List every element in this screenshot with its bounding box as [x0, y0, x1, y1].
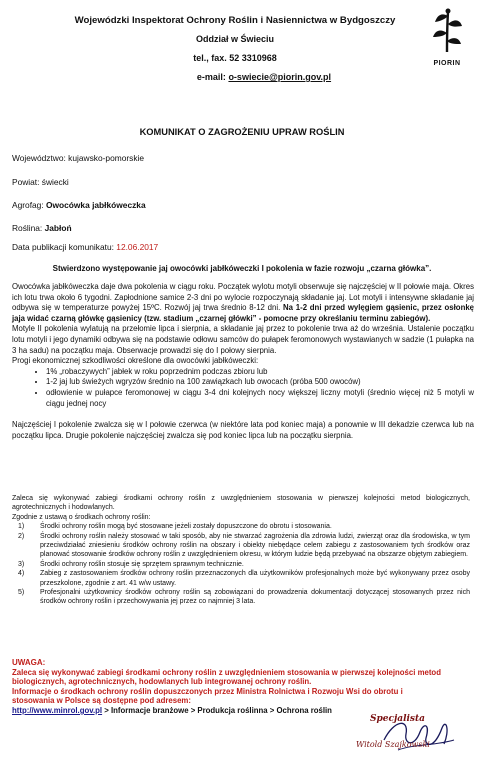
agrofag-label: Agrofag: — [12, 200, 46, 210]
treatment-rule — [12, 569, 470, 588]
paragraph-3: Progi ekonomicznej szkodliwości określone dla owocówki jabłkóweczki: — [12, 356, 259, 366]
field-powiat — [12, 177, 69, 187]
threshold-list — [12, 367, 474, 409]
email-line — [40, 71, 430, 84]
wojewodztwo-label: Województwo: — [12, 153, 69, 163]
powiat-label: Powiat: — [12, 177, 42, 187]
paragraph-1-bold: Na 1-2 dni przed wylęgiem gąsienic, przez osłonkę jaja widać czarną główkę gąsienicy (tzw. stadium „czarnej główki” - pomocne przy określaniu terminu zabiegów). — [12, 303, 475, 323]
rule-text: Środki ochrony roślin stosuje się sprzętem sprawnym technicznie. — [40, 560, 244, 568]
warning-heading: UWAGA: — [12, 658, 46, 667]
institution-header — [40, 8, 430, 84]
rule-text: Zabieg z zastosowaniem środków ochrony roślin przeznaczonych dla użytkowników profesjonalnych może być wykonywany przez osoby przeszkolone, zgodnie z art. 41 w/w ustawy. — [40, 570, 470, 587]
rule-number: 2) — [18, 532, 25, 540]
treatment-rule — [12, 588, 470, 607]
email-label: e-mail: — [196, 72, 229, 82]
paragraph-4: Najczęściej I pokolenie zwalcza się w I połowie czerwca (w niektóre lata pod koniec maja) a ponownie w III dekadzie czerwca lub na początku lipca. Drugie pokolenie najczęściej zwalcza się pod koniec lipca lub na początku sierpnia. — [12, 420, 474, 440]
treatment-section — [12, 494, 470, 607]
warning-line-2: Informacje o środkach ochrony roślin dopuszczonych przez Ministra Rolnictwa i Rozwoju Wsi do obrotu i stosowania w Polsce są dostępne pod adresem: — [12, 686, 403, 706]
rule-text: Środki ochrony roślin mogą być stosowane jeżeli zostały dopuszczone do obrotu i stosowania. — [40, 523, 332, 531]
agrofag-value: Owocówka jabłkóweczka — [46, 200, 146, 210]
signature-stamp — [354, 710, 474, 762]
minrol-link[interactable]: http://www.minrol.gov.pl — [12, 705, 103, 715]
rule-text: Profesjonalni użytkownicy środków ochrony roślin są zobowiązani do prowadzenia dokumentacji dotyczącej stosowanych przez nich środków ochrony roślin i przechowywania jej przez co najmniej 3 lata. — [40, 589, 470, 606]
treatment-rule — [12, 560, 470, 569]
treatment-rules-list — [12, 522, 470, 607]
threshold-item: • 1-2 jaj lub świeżych wgryzów średnio na 100 zawiązkach lub owocach (próba 500 owoców) — [46, 377, 474, 388]
link-path: > Informacje branżowe > Produkcja roślinna > Ochrona roślin — [102, 705, 332, 715]
paragraph-1 — [12, 282, 474, 324]
logo-text: PIORIN — [433, 60, 461, 67]
rule-text: Środki ochrony roślin należy stosować w taki sposób, aby nie stwarzać zagrożenia dla zdrowia ludzi, zwierząt oraz dla środowiska, w tym przeciwdziałać zniesieniu środków ochrony roślin na obszary i obiekty niebędące celem zabiegu z zastosowaniem tych środków oraz planować stosowanie środków ochrony roślin z uwzględnieniem okresu, w którym ludzie będą przebywać na obszarze objętym zabiegiem. — [40, 532, 470, 559]
paragraph-2: Motyle II pokolenia wylatują na przełomie lipca i sierpnia, a składanie jaj przez to pokolenie trwa aż do września. Ustalenie początku lotu motyli i jego dynamiki odbywa się na podstawie odłowu samców do pułapek feromonowych wystawianych w sadzie (1 pułapka na 3 ha sadu) na początku maja. Obserwacje prowadzi się do I połowy sierpnia. — [12, 324, 474, 355]
rule-number: 3) — [18, 560, 25, 568]
treatment-rule — [12, 532, 470, 560]
paragraph-1-text: Owocówka jabłkóweczka daje dwa pokolenia w ciągu roku. Początek wylotu motyli obserwuje się najczęściej w II połowie maja. Okres ich lotu trwa około 6 tygodni. Zapłodnione samice 2-3 dni po wylocie rozpoczynają składanie jaj. Lot motyli i intensywne składanie jaj odbywa się w temperaturze powyżej 15ºC. Rozwój jaj trwa średnio 8-12 dni. — [12, 282, 474, 313]
field-agrofag — [12, 200, 146, 210]
rule-number: 5) — [18, 589, 25, 597]
data-label: Data publikacji komunikatu: — [12, 242, 117, 252]
data-value: 12.06.2017 — [116, 242, 159, 252]
treatment-rule — [12, 522, 470, 531]
piorin-logo — [424, 6, 470, 66]
field-data-publikacji — [12, 242, 158, 252]
branch-name: Oddział w Świeciu — [195, 34, 275, 44]
threshold-item: • 1% „robaczywych” jabłek w roku poprzednim podczas zbioru lub — [46, 367, 474, 378]
roslina-label: Roślina: — [12, 223, 45, 233]
institution-name: Wojewódzki Inspektorat Ochrony Roślin i Nasiennictwa w Bydgoszczy — [74, 15, 396, 26]
description-body — [12, 282, 474, 441]
piorin-plant-icon — [427, 6, 467, 54]
rule-number: 4) — [18, 570, 25, 578]
page-title: KOMUNIKAT O ZAGROŻENIU UPRAW ROŚLIN — [139, 127, 345, 137]
treatment-intro: Zaleca się wykonywać zabiegi środkami ochrony roślin z uwzględnieniem stosowania w pierwszej kolejności metod biologicznych, agrotechnicznych i hodowlanych. — [12, 495, 470, 512]
threshold-item: • odłowienie w pułapce feromonowej w ciągu 3-4 dni kolejnych nocy większej liczny motyli (średnio więcej niż 5 motyli w ciągu jednej nocy — [46, 388, 474, 409]
email-link[interactable]: o-swiecie@piorin.gov.pl — [228, 72, 332, 82]
signature-name: Witold Szajkowski — [356, 740, 430, 749]
phone-fax: tel., fax. 52 3310968 — [193, 53, 277, 63]
warning-line-1: Zaleca się wykonywać zabiegi środkami ochrony roślin z uwzględnieniem stosowania w pierwszej kolejności metod biologicznych, agrotechnicznych, hodowlanych lub integrowanej ochrony roślin. — [12, 667, 441, 687]
wojewodztwo-value: kujawsko-pomorskie — [68, 153, 145, 163]
treatment-lead: Zgodnie z ustawą o środkach ochrony roślin: — [12, 513, 151, 521]
detection-alert: Stwierdzono występowanie jaj owocówki jabłkóweczki I pokolenia w fazie rozwoju „czarna główka”. — [52, 264, 432, 273]
powiat-value: świecki — [41, 177, 69, 187]
warning-section — [12, 658, 444, 716]
signature-role: Specjalista — [370, 714, 425, 724]
rule-number: 1) — [18, 523, 25, 531]
roslina-value: Jabłoń — [44, 223, 72, 233]
field-wojewodztwo — [12, 153, 144, 163]
field-roslina — [12, 223, 72, 233]
